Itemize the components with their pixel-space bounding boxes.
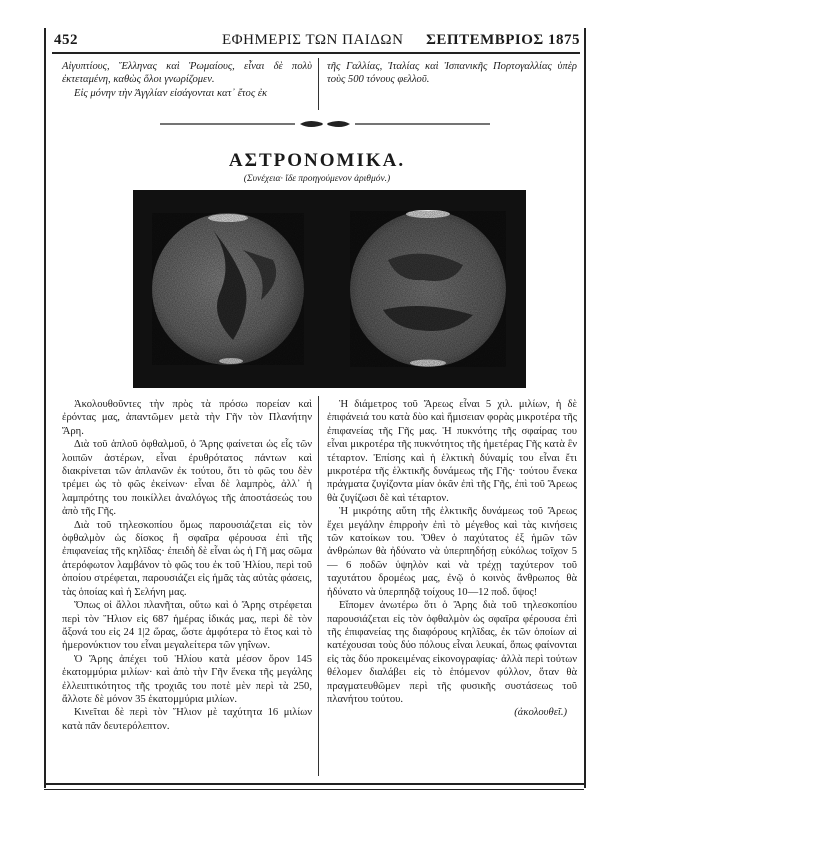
body-left-para-2: Διὰ τοῦ ἁπλοῦ ὀφθαλμοῦ, ὁ Ἄρης φαίνεται ὡς εἷς τῶν λοιπῶν ἀστέρων, εἶναι ἐρυθρότατος πάντων καὶ διακρίνεται τῶν ἀπλανῶν ἐκ τούτου, ὅτι τὸ φῶς του δὲν τρέμει ὡς τὸ φῶς ἐκείνων· εἶναι δὲ λαμπρὸς, ἀλλ᾽ ἡ λαμπρότης του ποικίλλει ἀναλόγως τῆς ἀποστάσεώς του ἀπὸ τῆς Γῆς. [62, 439, 312, 518]
body-right-para-1: Ἡ διάμετρος τοῦ Ἄρεως εἶναι 5 χιλ. μιλίων, ἡ δὲ ἐπιφάνειά του κατὰ δὺο καὶ ἥμισειαν φορὰς μικροτέρα τῆς ἐπιφανείας τῆς Γῆς μας. Ἡ πυκνότης τῆς σφαίρας του εἶναι μικροτέρα τῆς πυκνότητος τῆς ἡμετέρας Γῆς κατὰ ἓν τέταρτον. Ἐπίσης καὶ ἡ ἑλκτικὴ δύναμίς του εἶναι ἔτι μικροτέρα τῆς ἑλκτικῆς δυνάμεως τῆς Γῆς· τούτου ἕνεκα πράγματα ζυγίζοντα μίαν ὀκᾶν ἐπὶ τῆς Γῆς, ἐπὶ τοῦ Ἄρεως θὰ ζυγίζωσι δὲ καὶ τέταρτον. [327, 399, 577, 504]
masthead-title: ΕΦΗΜΕΡΙΣ ΤΩΝ ΠΑΙΔΩΝ [222, 32, 404, 48]
page-header [52, 30, 580, 54]
continued-note: (ἀκολουθεῖ.) [514, 707, 567, 719]
top-right-para-1: τῆς Γαλλίας, Ἰταλίας καὶ Ἱσπανικῆς Πορτογαλλίας ὑπὲρ τοὺς 500 τόνους φελλοῦ. [327, 61, 577, 86]
body-left-para-3: Διὰ τοῦ τηλεσκοπίου ὅμως παρουσιάζεται εἰς τὸν ὀφθαλμὸν ὡς δίσκος ἢ σφαῖρα φέρουσα ἐπὶ τῆς ἐπιφανείας τῆς κηλῖδας· ἐπειδὴ δὲ εἶναι ὡς ἡ Γῆ μας σῶμα ἀτερόφωτον λαμβάνον τὸ φῶς του ἐκ τοῦ Ἡλίου, περὶ τοῦ ὁποίου στρέφεται, παρουσιάζει εἰς ἡμᾶς τὰς αὐτὰς φάσεις, τὰς ὁποίας καὶ ἡ Σελήνη μας. [62, 519, 312, 598]
column-divider-body [318, 396, 319, 776]
body-left-para-5: Ὁ Ἄρης ἀπέχει τοῦ Ἡλίου κατὰ μέσον ὅρον 145 ἑκατομμύρια μιλίων· καὶ ἀπὸ τὴν Γῆν ἕνεκα τῆς μεγάλης ἐλλειπτικότητος τῆς τροχιᾶς του ποτὲ μὲν περὶ τὰ 250, ἄλλοτε δὲ μόνον 35 ἑκατομμύρια μιλίων. [62, 653, 312, 705]
issue-date: ΣΕΠΤΕΜΒΡΙΟΣ 1875 [426, 32, 580, 48]
body-right-column [327, 398, 577, 720]
top-left-para-2: Εἰς μόνην τὴν Ἀγγλίαν εἰσάγονται κατ᾽ ἔτος ἐκ [74, 87, 268, 99]
body-right-para-2: Ἡ μικρότης αὕτη τῆς ἑλκτικῆς δυνάμεως τοῦ Ἄρεως ἔχει μεγάλην ἐπιρροὴν ἐπὶ τὸ μέγεθος καὶ τὰς κινήσεις τῶν κατοίκων του. Ὅθεν ὁ παχύτατος ἐξ ἡμῶν τῶν ἀνθρώπων θὰ ἠδύνατο νὰ ὑπερπηδήσῃ εὐκόλως τοῖχον 5 — 6 ποδῶν ὑψηλὸν καὶ νὰ τρέχῃ ταχύτερον τοῦ ταχυτάτου δρομέως μας, ἐνῷ ὁ κοινὸς ἄνθρωπος θὰ ἠδύνατο νὰ ὑπερπηδᾷ τοίχους 10—12 ποδ. ὕψος! [327, 506, 577, 598]
mars-illustration [133, 190, 526, 388]
page-number: 452 [54, 32, 78, 48]
mars-disk-left [152, 213, 304, 365]
top-left-para-1: Αἰγυπτίους, Ἕλληνας καὶ Ῥωμαίους, εἶναι δὲ πολὺ ἐκτεταμένη, καθὼς ὅλοι γνωρίζομεν. [62, 61, 312, 86]
top-left-column [62, 60, 312, 100]
section-title: ΑΣΤΡΟΝΟΜΙΚΑ. [228, 150, 406, 171]
bottom-rule [44, 783, 584, 790]
column-divider-top [318, 58, 319, 110]
body-left-para-1: Ἀκολουθοῦντες τὴν πρὸς τὰ πρόσω πορείαν καὶ ἐρόντας μας, ἀπαντῶμεν μετὰ τὴν Γῆν τὸν Πλανήτην Ἄρη. [62, 399, 312, 437]
ornament-divider [160, 118, 490, 130]
body-right-para-3: Εἴπομεν ἀνωτέρω ὅτι ὁ Ἄρης διὰ τοῦ τηλεσκοπίου παρουσιάζεται εἰς τὸν ὀφθαλμὸν ὡς σφαῖρα φέρουσα ἐπὶ τῆς ἐπιφανείας της διαφόρους κηλῖδας, ἐκ τῶν ὁποίων αἱ κατέχουσαι τοὺς δύο πόλους εἶναι λευκαί, ὅπως φαίνονται εἰς τὰς δύο προκειμένας εἰκονογραφίας· ἀλλὰ περὶ τούτων θέλομεν διαλάβει εἰς τὸ ἑπόμενον φύλλον, ὅταν θὰ πραγματευθῶμεν περὶ τῆς φυσικῆς συστάσεως τοῦ πλανήτου τούτου. [327, 600, 577, 705]
body-left-column [62, 398, 312, 733]
top-right-column [327, 60, 577, 87]
mars-disk-right [350, 210, 506, 367]
section-subtitle: (Συνέχεια· ἴδε προηγούμενον ἀριθμόν.) [243, 174, 391, 184]
body-left-para-6: Κινεῖται δὲ περὶ τὸν Ἥλιον μὲ ταχύτητα 16 μιλίων κατὰ πᾶν δευτερόλεπτον. [62, 707, 312, 732]
body-left-para-4: Ὅπως οἱ ἄλλοι πλανῆται, οὕτω καὶ ὁ Ἄρης στρέφεται περὶ τὸν Ἥλιον εἰς 687 ἡμέρας ἰδικάς μας, περὶ δὲ τὸν ἄξονά του εἰς 24 1|2 ὥρας, ὥστε ἀμφότερα τὸ ἔτος καὶ τὸ ἡμερονύκτιον του εἶναι μεγαλείτερα τῶν γηΐνων. [62, 600, 312, 652]
